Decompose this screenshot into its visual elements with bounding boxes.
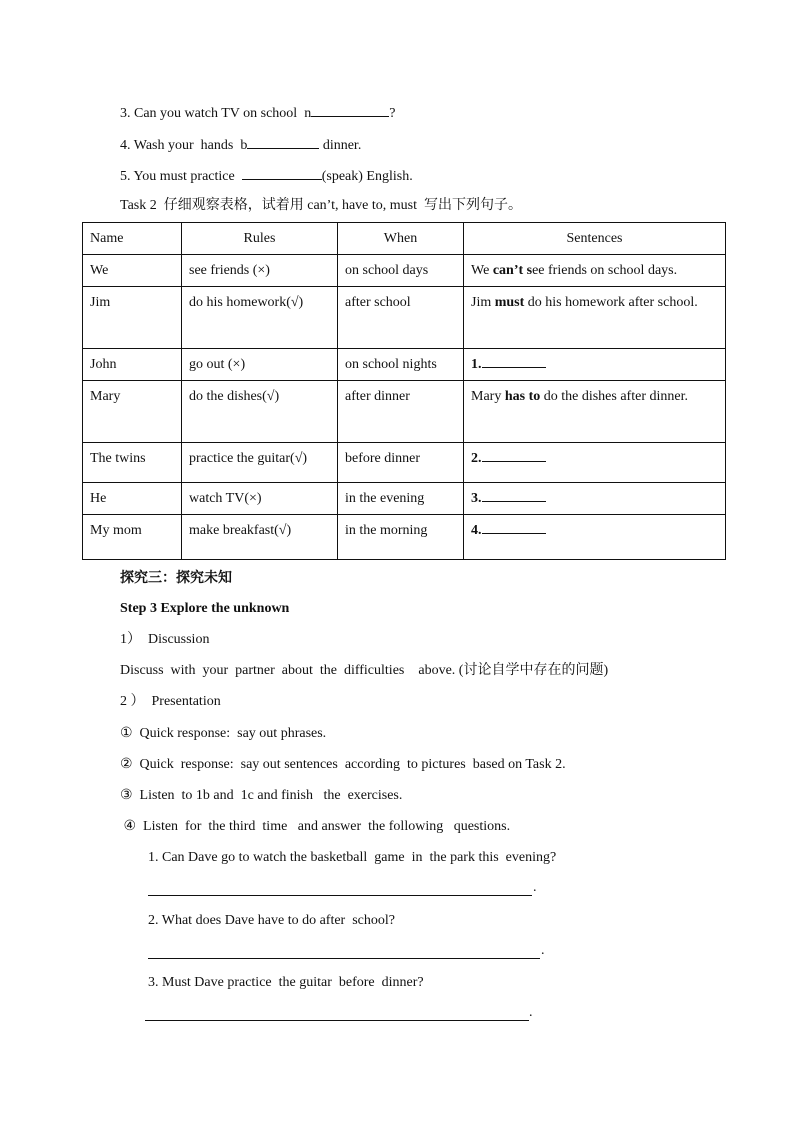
answer-number: 1. <box>471 357 482 372</box>
sentence-part: do the dishes after dinner. <box>540 389 688 404</box>
question-3: 3. Must Dave practice the guitar before dinner? <box>148 975 424 990</box>
step-heading: Step 3 Explore the unknown <box>120 601 290 616</box>
answer-line[interactable] <box>148 958 540 959</box>
answer-blank[interactable] <box>482 519 546 534</box>
cell-rule: see friends (×) <box>182 255 338 287</box>
exercise-4-end: dinner. <box>319 138 362 153</box>
period-mark: . <box>541 943 545 958</box>
presentation-item: ④ Listen for the third time and answer the following questions. <box>120 819 511 834</box>
cell-rule: practice the guitar(√) <box>182 443 338 483</box>
exercise-5 <box>120 165 413 187</box>
answer-number: 2. <box>471 451 482 466</box>
exercise-4-text: 4. Wash your hands b <box>120 138 248 153</box>
cell-name: We <box>83 255 182 287</box>
question-2: 2. What does Dave have to do after school? <box>148 913 395 928</box>
sentence-part: ee friends on school days. <box>532 263 678 278</box>
cell-name: Mary <box>83 381 182 443</box>
answer-blank[interactable] <box>482 353 546 368</box>
answer-blank[interactable] <box>482 447 546 462</box>
cell-name: The twins <box>83 443 182 483</box>
cell-sentence <box>464 381 726 443</box>
cell-sentence <box>464 255 726 287</box>
rules-table <box>82 222 726 560</box>
cell-when: after school <box>338 287 464 349</box>
answer-blank[interactable] <box>242 165 322 180</box>
cell-rule: watch TV(×) <box>182 483 338 515</box>
answer-line[interactable] <box>148 895 532 896</box>
sentence-part: Jim <box>471 295 495 310</box>
presentation-item: ③ Listen to 1b and 1c and finish the exercises. <box>120 788 403 803</box>
cell-sentence <box>464 349 726 381</box>
cell-when: on school days <box>338 255 464 287</box>
period-mark: . <box>529 1005 533 1020</box>
header-name: Name <box>83 223 182 255</box>
section-heading: 探究三：探究未知 <box>120 570 232 586</box>
sentence-keyword: can’t s <box>492 263 533 278</box>
cell-sentence <box>464 287 726 349</box>
answer-blank[interactable] <box>247 134 319 149</box>
cell-when: in the evening <box>338 483 464 515</box>
cell-name: John <box>83 349 182 381</box>
exercise-5-text: 5. You must practice <box>120 169 242 184</box>
answer-blank[interactable] <box>482 487 546 502</box>
cell-sentence <box>464 515 726 560</box>
exercise-3-text: 3. Can you watch TV on school n <box>120 106 312 121</box>
table-row <box>83 443 726 483</box>
cell-name: He <box>83 483 182 515</box>
sentence-keyword: has to <box>504 389 541 404</box>
exercise-3-end: ? <box>389 106 396 121</box>
cell-rule: go out (×) <box>182 349 338 381</box>
cell-name: My mom <box>83 515 182 560</box>
discussion-text: Discuss with your partner about the difficulties above. (讨论自学中存在的问题) <box>120 663 609 678</box>
question-1: 1. Can Dave go to watch the basketball game in the park this evening? <box>148 850 557 865</box>
discussion-label: 1） Discussion <box>120 632 210 647</box>
table-row <box>83 255 726 287</box>
table-row <box>83 381 726 443</box>
sentence-part: We <box>471 263 493 278</box>
header-when: When <box>338 223 464 255</box>
table-row <box>83 483 726 515</box>
cell-rule: do his homework(√) <box>182 287 338 349</box>
table-header-row <box>83 223 726 255</box>
exercise-3 <box>120 102 395 124</box>
presentation-label: 2 ） Presentation <box>120 694 221 709</box>
cell-sentence <box>464 443 726 483</box>
answer-blank[interactable] <box>311 102 389 117</box>
presentation-item: ② Quick response: say out sentences according to pictures based on Task 2. <box>120 757 566 772</box>
answer-number: 3. <box>471 491 482 506</box>
exercise-5-end: (speak) English. <box>321 169 413 184</box>
cell-sentence <box>464 483 726 515</box>
cell-rule: make breakfast(√) <box>182 515 338 560</box>
header-sentences: Sentences <box>464 223 726 255</box>
sentence-part: do his homework after school. <box>524 295 698 310</box>
sentence-keyword: must <box>494 295 525 310</box>
table-row <box>83 515 726 560</box>
answer-line[interactable] <box>145 1020 529 1021</box>
sentence-part: Mary <box>471 389 505 404</box>
cell-when: before dinner <box>338 443 464 483</box>
cell-when: on school nights <box>338 349 464 381</box>
table-row <box>83 287 726 349</box>
cell-when: in the morning <box>338 515 464 560</box>
cell-name: Jim <box>83 287 182 349</box>
exercise-4 <box>120 134 361 156</box>
table-row <box>83 349 726 381</box>
header-rules: Rules <box>182 223 338 255</box>
cell-when: after dinner <box>338 381 464 443</box>
task2-title: Task 2 仔细观察表格，试着用 can’t, have to, must 写出下列句子。 <box>120 198 523 213</box>
period-mark: . <box>533 880 537 895</box>
presentation-item: ① Quick response: say out phrases. <box>120 726 327 741</box>
cell-rule: do the dishes(√) <box>182 381 338 443</box>
answer-number: 4. <box>471 523 482 538</box>
